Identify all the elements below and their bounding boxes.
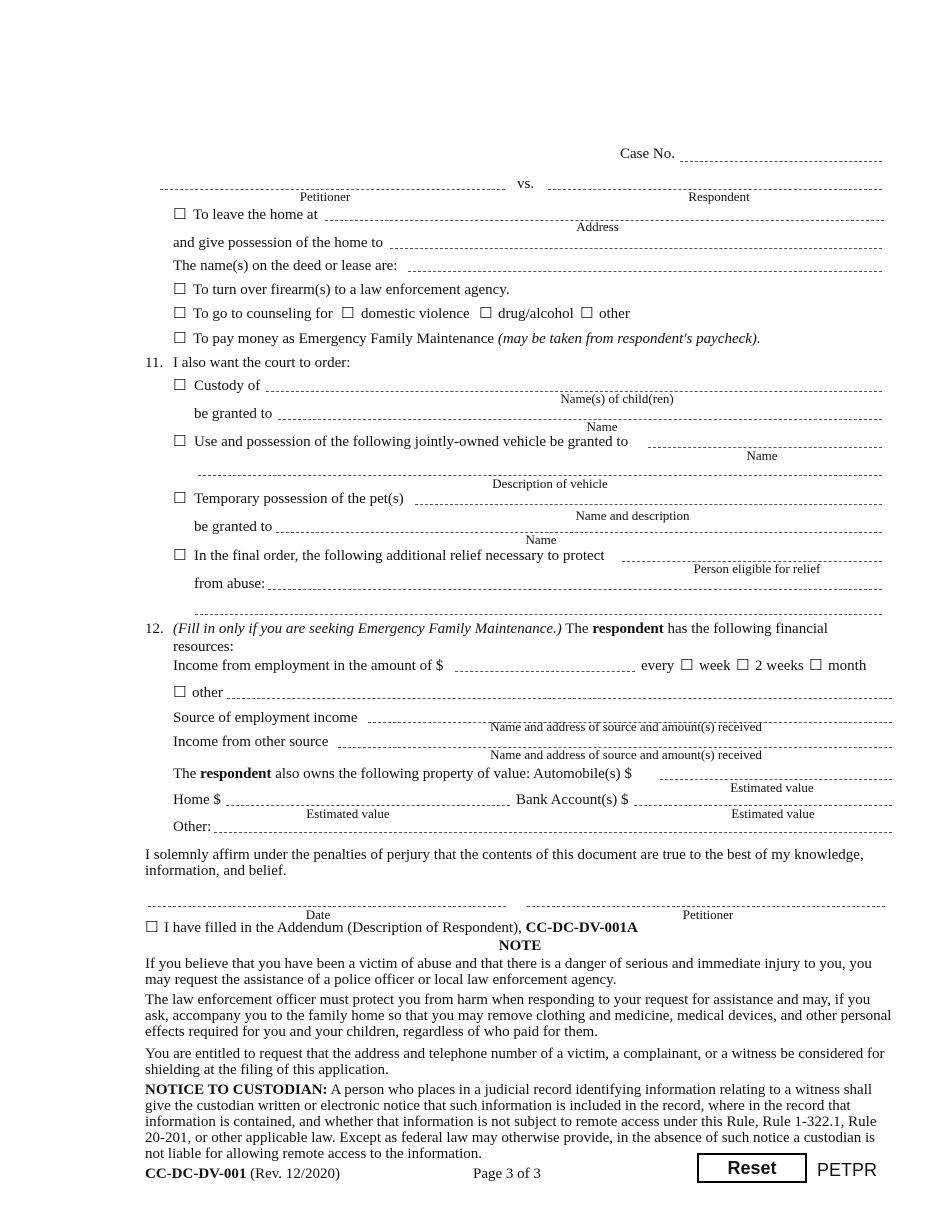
addendum-checkbox[interactable]: ☐: [145, 918, 159, 936]
pay-money-note: (may be taken from respondent's paycheck).: [497, 331, 761, 347]
vehicle-checkbox[interactable]: ☐: [173, 432, 187, 450]
custody-name-caption: Name: [586, 419, 618, 434]
month-label: month: [828, 658, 867, 674]
automobile-value-input[interactable]: [660, 765, 892, 780]
give-possession-label: and give possession of the home to: [173, 235, 383, 251]
every-label: every: [641, 658, 675, 674]
week-checkbox[interactable]: ☐: [680, 656, 694, 674]
addendum-text: I have filled in the Addendum (Description of Respondent),: [164, 920, 522, 936]
section-12-number: 12.: [145, 621, 164, 637]
other-source-caption: Name and address of source and amount(s) received: [490, 747, 762, 762]
notice-heading: NOTICE TO CUSTODIAN:: [145, 1082, 328, 1098]
pets-description-input[interactable]: [415, 490, 882, 505]
leave-home-checkbox[interactable]: ☐: [173, 205, 187, 223]
petitioner-caption: Petitioner: [299, 189, 351, 204]
vs-text: vs.: [517, 176, 535, 192]
address-caption: Address: [576, 219, 619, 234]
section-11-number: 11.: [145, 355, 164, 371]
petitioner-signature-input[interactable]: [527, 892, 885, 907]
vehicle-name-caption: Name: [746, 448, 778, 463]
final-order-label: In the final order, the following additional relief necessary to protect: [194, 548, 605, 564]
custody-granted-to-input[interactable]: [278, 405, 882, 420]
affirmation-text: I solemnly affirm under the penalties of perjury that the contents of this document are true to the best of my knowledge, information, and belief.: [145, 847, 864, 879]
petitioner-signature-caption: Petitioner: [682, 907, 734, 922]
counseling-other-checkbox[interactable]: ☐: [580, 304, 594, 322]
other-source-input[interactable]: [338, 733, 892, 748]
person-eligible-caption: Person eligible for relief: [693, 561, 821, 576]
property-bold: respondent: [200, 766, 272, 782]
deed-names-label: The name(s) on the deed or lease are:: [173, 258, 398, 274]
vehicle-label: Use and possession of the following jointly-owned vehicle be granted to: [194, 434, 629, 450]
footer-rev: (Rev. 12/2020): [250, 1166, 340, 1182]
section-12-intro-rest: has the following financial: [667, 621, 828, 637]
home-label: Home $: [173, 792, 221, 808]
domestic-violence-checkbox[interactable]: ☐: [341, 304, 355, 322]
reset-button[interactable]: Reset: [697, 1153, 807, 1183]
note-paragraph-2: The law enforcement officer must protect you from harm when responding to your request for assistance and may, if you ask, accompany you to the family home so that you may remove clothing and medicine, medical devices, and other personal effects required for you and your children, regardless of who paid for them.: [145, 992, 892, 1040]
pets-caption: Name and description: [575, 508, 690, 523]
case-no-label: Case No.: [620, 146, 675, 162]
custody-checkbox[interactable]: ☐: [173, 376, 187, 394]
property-line: [173, 766, 632, 783]
children-caption: Name(s) of child(ren): [560, 391, 674, 406]
case-no-input[interactable]: [680, 147, 882, 162]
note-paragraph-1: If you believe that you have been a victim of abuse and that there is a danger of serious and immediate injury to you, you may request the assistance of a police officer or local law enforcement agency.: [145, 956, 872, 988]
section-12-intro-italic: (Fill in only if you are seeking Emergency Family Maintenance.): [173, 621, 562, 637]
final-order-checkbox[interactable]: ☐: [173, 546, 187, 564]
notice-text: A person who places in a judicial record identifying information relating to a witness shall give the custodian written or electronic notice that such information is included in the record, where in the record that information is contained, and whether that information is not subject to remote access under this Rule, Rule 1-322.1, Rule 20-201, or other applicable law. Except as federal law may otherwise provide, in the absence of such notice a custodian is not liable for allowing remote access to the information.: [145, 1082, 877, 1162]
counseling-other-label: other: [599, 306, 630, 322]
note-paragraph-3: You are entitled to request that the address and telephone number of a victim, a complainant, or a witness be considered for shielding at the filing of this application.: [145, 1046, 885, 1078]
deed-names-input[interactable]: [408, 257, 882, 272]
date-input[interactable]: [148, 892, 506, 907]
from-abuse-input[interactable]: [268, 575, 882, 590]
pets-checkbox[interactable]: ☐: [173, 489, 187, 507]
addendum-form-id: CC-DC-DV-001A: [525, 920, 638, 936]
other-property-input[interactable]: [214, 818, 892, 833]
pets-label: Temporary possession of the pet(s): [194, 491, 404, 507]
note-heading: NOTE: [498, 938, 542, 954]
source-employment-label: Source of employment income: [173, 710, 358, 726]
notice-to-custodian: [145, 1082, 895, 1162]
counseling-checkbox[interactable]: ☐: [173, 304, 187, 322]
pets-granted-to-label: be granted to: [194, 519, 273, 535]
section-12-intro-line2: resources:: [173, 639, 234, 655]
section-12-intro-the: The: [565, 621, 589, 637]
footer-form-id-line: [145, 1166, 340, 1183]
month-checkbox[interactable]: ☐: [809, 656, 823, 674]
respondent-input[interactable]: [548, 175, 882, 190]
custody-granted-to-label: be granted to: [194, 406, 273, 422]
section-12-intro-bold: respondent: [592, 621, 664, 637]
section-11-intro: I also want the court to order:: [173, 355, 351, 371]
respondent-caption: Respondent: [688, 189, 750, 204]
firearms-label: To turn over firearm(s) to a law enforcement agency.: [193, 282, 510, 298]
bank-caption: Estimated value: [731, 806, 815, 821]
income-other-input[interactable]: [227, 684, 892, 699]
counseling-label: To go to counseling for: [193, 306, 333, 322]
footer-form-id: CC-DC-DV-001: [145, 1166, 247, 1182]
give-possession-input[interactable]: [390, 234, 882, 249]
income-amount-input[interactable]: [455, 657, 635, 672]
pay-money-line: [193, 331, 761, 348]
pets-granted-to-input[interactable]: [276, 518, 882, 533]
week-label: week: [699, 658, 731, 674]
from-abuse-input-2[interactable]: [195, 600, 882, 615]
pay-money-checkbox[interactable]: ☐: [173, 329, 187, 347]
custody-children-input[interactable]: [266, 377, 882, 392]
other-property-label: Other:: [173, 819, 212, 835]
from-abuse-label: from abuse:: [194, 576, 266, 592]
two-weeks-checkbox[interactable]: ☐: [736, 656, 750, 674]
property-rest: also owns the following property of value: Automobile(s) $: [275, 766, 632, 782]
home-caption: Estimated value: [306, 806, 390, 821]
other-source-label: Income from other source: [173, 734, 329, 750]
petitioner-input[interactable]: [160, 175, 505, 190]
property-the: The: [173, 766, 197, 782]
leave-home-label: To leave the home at: [193, 207, 318, 223]
petpr-label: PETPR: [817, 1160, 878, 1180]
custody-label: Custody of: [194, 378, 261, 394]
pets-name-caption: Name: [525, 532, 557, 547]
drug-alcohol-checkbox[interactable]: ☐: [479, 304, 493, 322]
income-other-label: other: [192, 685, 223, 701]
two-weeks-label: 2 weeks: [755, 658, 804, 674]
bank-label: Bank Account(s) $: [516, 792, 629, 808]
domestic-violence-label: domestic violence: [361, 306, 470, 322]
date-caption: Date: [305, 907, 331, 922]
income-employment-label: Income from employment in the amount of $: [173, 658, 444, 674]
income-other-checkbox[interactable]: ☐: [173, 683, 187, 701]
home-value-input[interactable]: [226, 791, 510, 806]
person-eligible-input[interactable]: [622, 547, 882, 562]
automobile-caption: Estimated value: [730, 780, 814, 795]
footer-page: Page 3 of 3: [473, 1166, 541, 1182]
source-employment-caption: Name and address of source and amount(s) received: [490, 719, 762, 734]
addendum-line: [164, 920, 638, 937]
vehicle-granted-to-input[interactable]: [648, 433, 882, 448]
pay-money-label: To pay money as Emergency Family Maintenance: [193, 331, 495, 347]
section-12-intro: [173, 621, 828, 638]
drug-alcohol-label: drug/alcohol: [498, 306, 574, 322]
vehicle-description-caption: Description of vehicle: [492, 476, 608, 491]
bank-value-input[interactable]: [634, 791, 892, 806]
vehicle-description-input[interactable]: [198, 461, 882, 476]
firearms-checkbox[interactable]: ☐: [173, 280, 187, 298]
